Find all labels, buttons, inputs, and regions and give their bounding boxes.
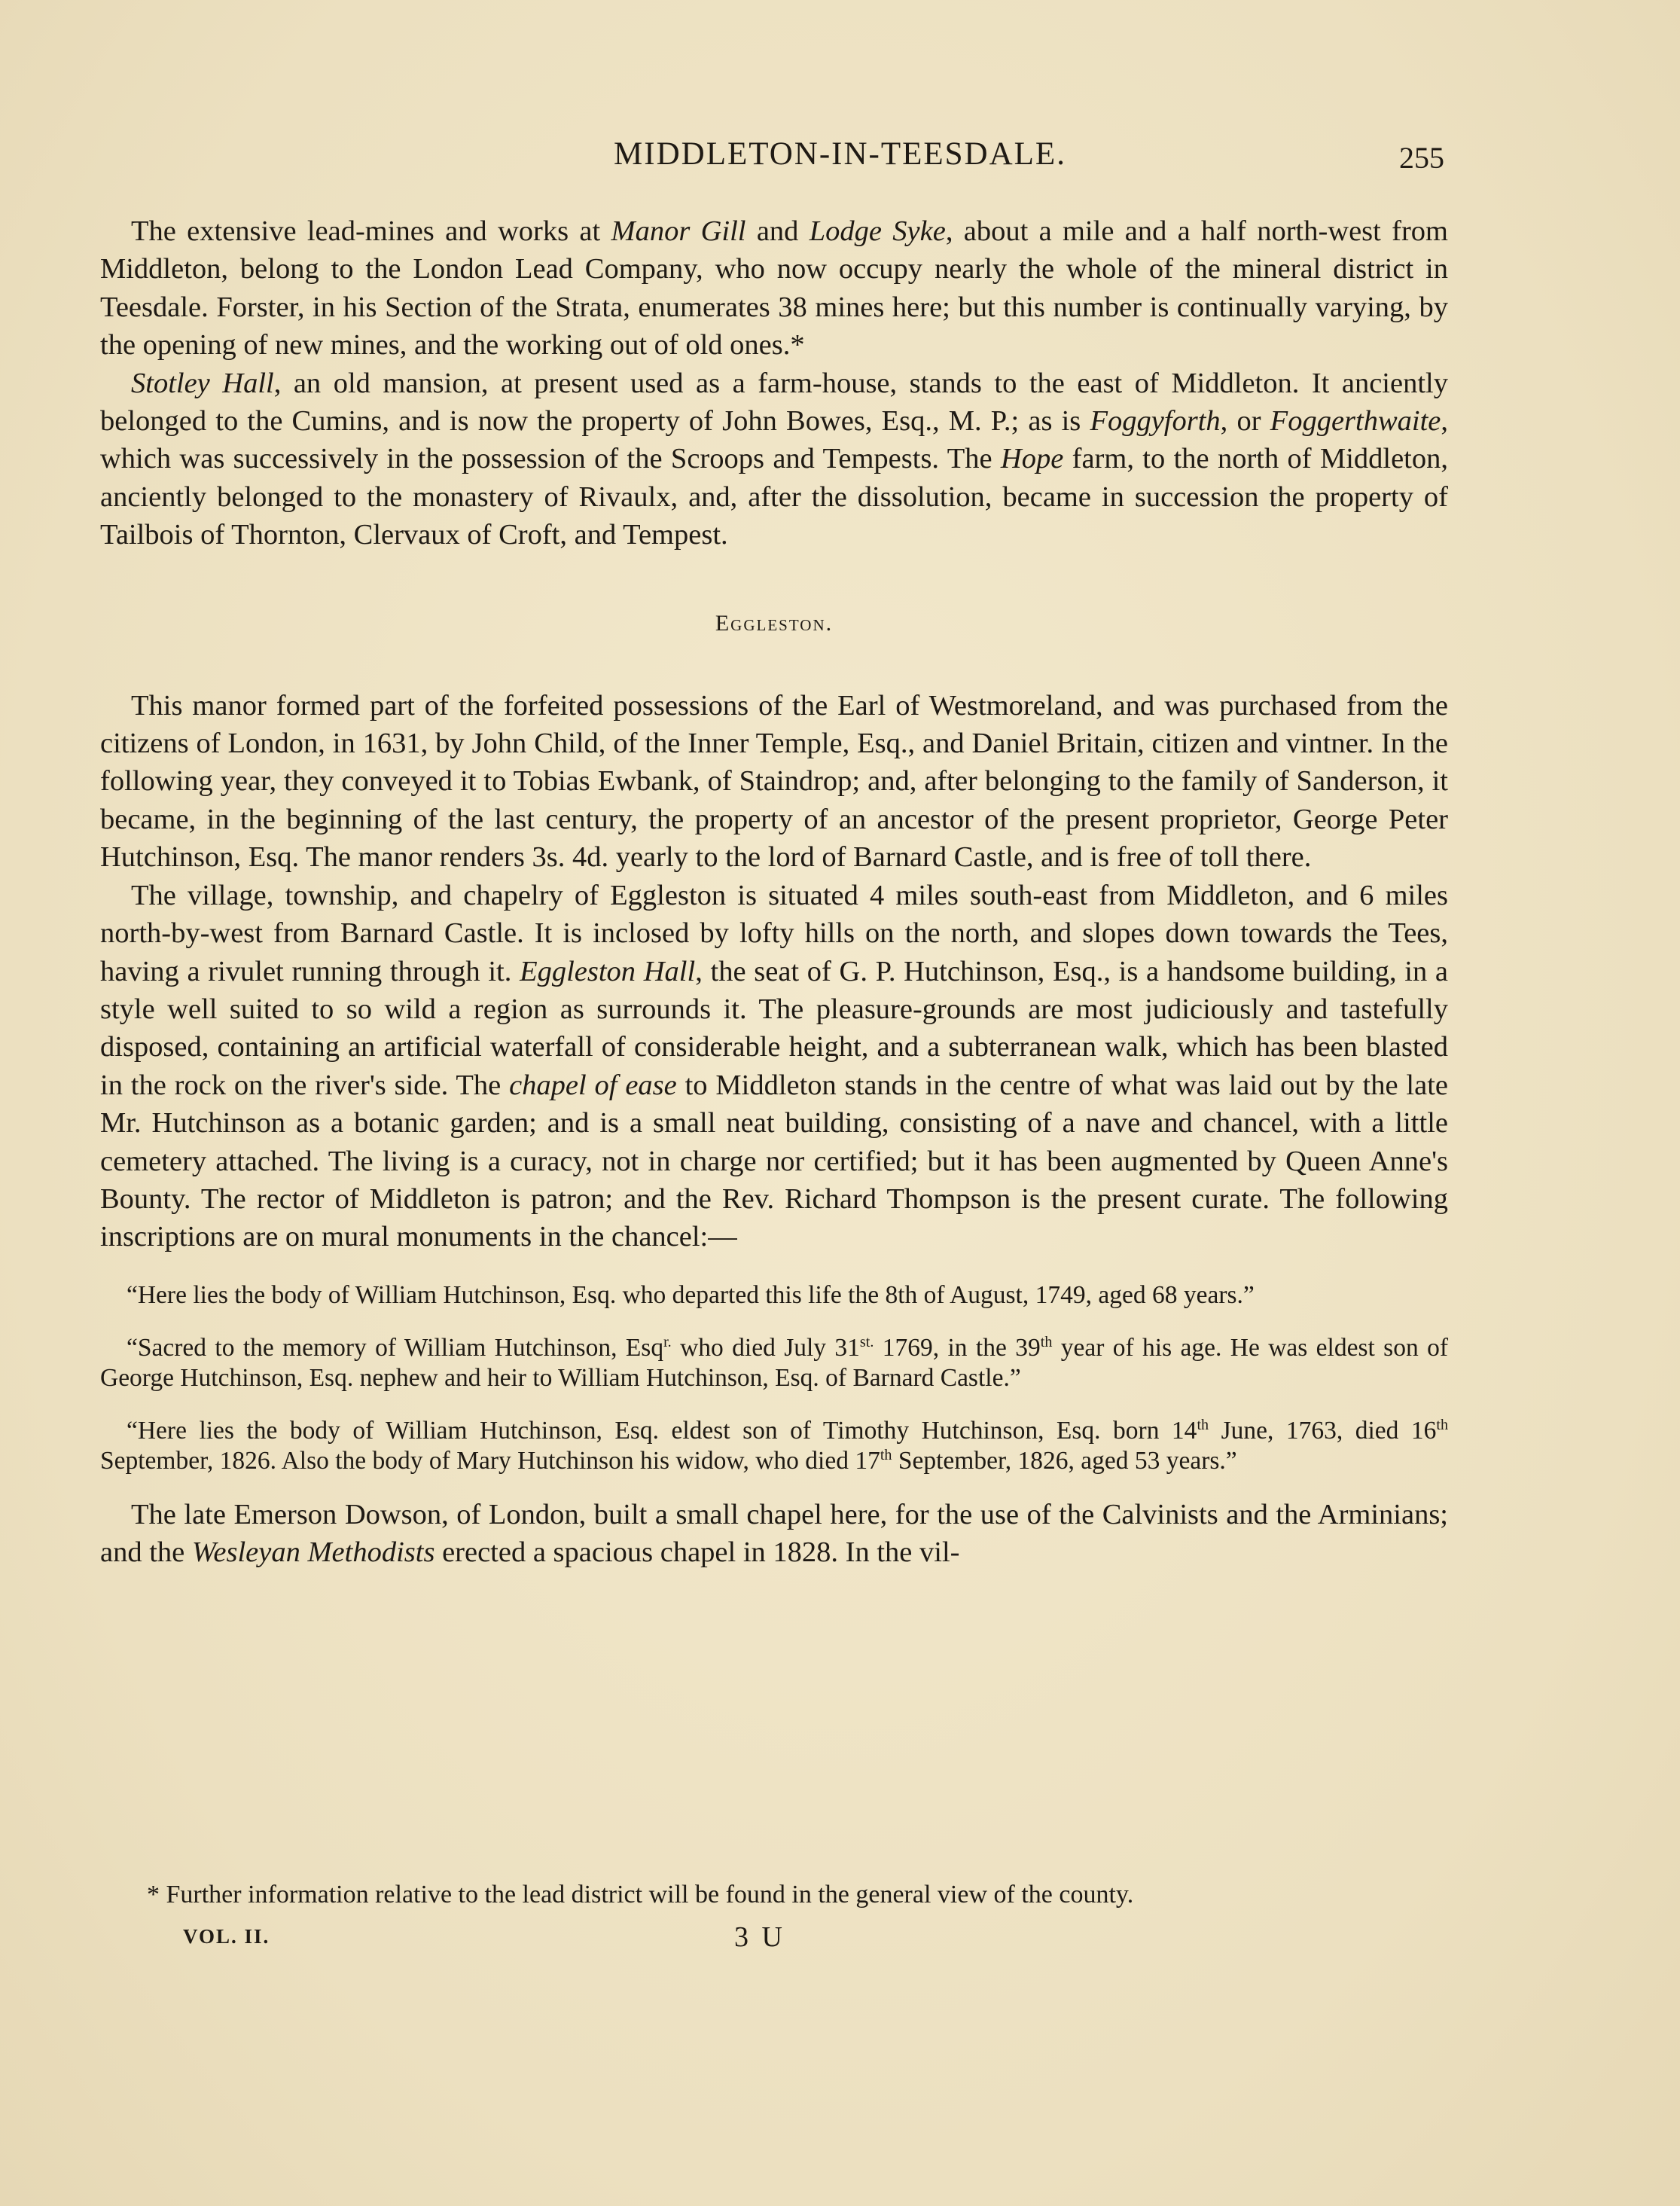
superscript: th [1197, 1416, 1209, 1433]
term-chapel-of-ease: chapel of ease [509, 1069, 677, 1101]
text-run: “Here lies the body of William Hutchinson, Esq. eldest son of Timothy Hutchinson, Esq. born 14 [127, 1416, 1197, 1445]
text-run: The late Emerson Dowson, of London, built a small chapel here, for the use of the Calvinists and the Arminians; and the [100, 1498, 1448, 1569]
body-text [100, 212, 1448, 1572]
paragraph-stotley-hall [100, 365, 1448, 554]
inscription-1: “Here lies the body of William Hutchinson, Esq. who departed this life the 8th of August, 1749, aged 68 years.” [127, 1280, 1255, 1309]
text-run: “Sacred to the memory of William Hutchinson, Esq [127, 1333, 664, 1362]
place-name-manor-gill: Manor Gill [611, 215, 746, 247]
text-run: farm, to the north of Middleton, anciently belonged to the monastery of Rivaulx, and, after the dissolution, became in succession the property of Tailbois of Thornton, Clervaux of Croft, and Tempest. [100, 443, 1448, 551]
text-run: June, 1763, died 16 [1209, 1416, 1437, 1445]
inscription-2 [100, 1333, 1448, 1393]
text-run: year of his age. He was eldest son of George Hutchinson, Esq. nephew and heir to William Hutchinson, Esq. of Barnard Castle.” [100, 1333, 1449, 1392]
text-run: , about a mile and a half north-west from Middleton, belong to the London Lead Company, who now occupy nearly the whole of the mineral district in Teesdale. Forster, in his Section of the Strata, enumerates 38 mines here; but this number is continually varying, by the opening of new mines, and the working out of old ones.* [100, 215, 1448, 362]
place-name-foggerthwaite: Foggerthwaite [1270, 405, 1441, 438]
inscriptions [100, 1280, 1448, 1476]
place-name-stotley-hall: Stotley Hall [131, 367, 274, 399]
superscript: r. [663, 1333, 672, 1350]
page-number: 255 [1399, 141, 1444, 175]
text-run: The village, township, and chapelry of Eggleston is situated 4 miles south-east from Middleton, and 6 miles north-by-west from Barnard Castle. It is inclosed by lofty hills on the north, and slopes down towards the Tees, having a rivulet running through it. [100, 879, 1448, 987]
superscript: th [880, 1446, 892, 1463]
text-run: September, 1826, aged 53 years.” [892, 1446, 1237, 1475]
place-name-lodge-syke: Lodge Syke [809, 215, 946, 247]
paragraph-eggleston-village [100, 877, 1448, 1256]
superscript: th [1436, 1416, 1448, 1433]
volume-mark: VOL. II. [183, 1925, 270, 1948]
section-heading-eggleston: Eggleston. [715, 610, 834, 636]
paragraph-chapels [100, 1496, 1448, 1572]
page-header [0, 136, 1680, 181]
place-name-eggleston-hall: Eggleston Hall [520, 955, 696, 987]
text-run: , the seat of G. P. Hutchinson, Esq., is a handsome building, in a style well suited to so wild a region as surrounds it. The pleasure-grounds are most judiciously and tastefully disposed, containing an artificial waterfall of considerable height, and a subterranean walk, which has been blasted in the rock on the river's side. The [100, 955, 1448, 1101]
text-run: who died July 31 [671, 1333, 860, 1362]
text-run: to Middleton stands in the centre of what was laid out by the late Mr. Hutchinson as a botanic garden; and is a small neat building, consisting of a nave and chancel, with a little cemetery attached. The living is a curacy, not in charge nor certified; but it has been augmented by Queen Anne's Bounty. The rector of Middleton is patron; and the Rev. Richard Thompson is the present curate. The following inscriptions are on mural monuments in the chancel:— [100, 1069, 1448, 1253]
place-name-foggyforth: Foggyforth [1090, 405, 1221, 438]
text-run: erected a spacious chapel in 1828. In the vil- [434, 1536, 960, 1569]
superscript: th [1040, 1333, 1053, 1350]
page-footer [0, 1921, 1680, 1958]
paragraph-eggleston-manor: This manor formed part of the forfeited possessions of the Earl of Westmoreland, and was purchased from the citizens of London, in 1631, by John Child, of the Inner Temple, Esq., and Daniel Britain, citizen and vintner. In the following year, they conveyed it to Tobias Ewbank, of Staindrop; and, after belonging to the family of Sanderson, it became, in the beginning of the last century, the property of an ancestor of the present proprietor, George Peter Hutchinson, Esq. The manor renders 3s. 4d. yearly to the lord of Barnard Castle, and is free of toll there. [100, 689, 1448, 874]
place-name-hope: Hope [1000, 443, 1064, 475]
text-run: 1769, in the 39 [874, 1333, 1041, 1362]
signature-mark: 3 U [734, 1921, 785, 1953]
text-run: , which was successively in the possession of the Scroops and Tempests. The [100, 405, 1448, 475]
text-run: September, 1826. Also the body of Mary Hutchinson his widow, who died 17 [100, 1446, 880, 1475]
footnote: * Further information relative to the lead district will be found in the general view of the county. [147, 1881, 1134, 1909]
term-wesleyan-methodists: Wesleyan Methodists [191, 1536, 435, 1569]
running-title: MIDDLETON-IN-TEESDALE. [614, 136, 1066, 172]
inscription-3 [100, 1416, 1448, 1476]
paragraph-lead-mines [100, 212, 1448, 365]
text-run: The extensive lead-mines and works at [131, 215, 611, 247]
text-run: and [745, 215, 810, 247]
text-run: , an old mansion, at present used as a farm-house, stands to the east of Middleton. It anciently belonged to the Cumins, and is now the property of John Bowes, Esq., M. P.; as is [100, 367, 1448, 438]
text-run: , or [1220, 405, 1270, 438]
superscript: st. [859, 1333, 874, 1350]
